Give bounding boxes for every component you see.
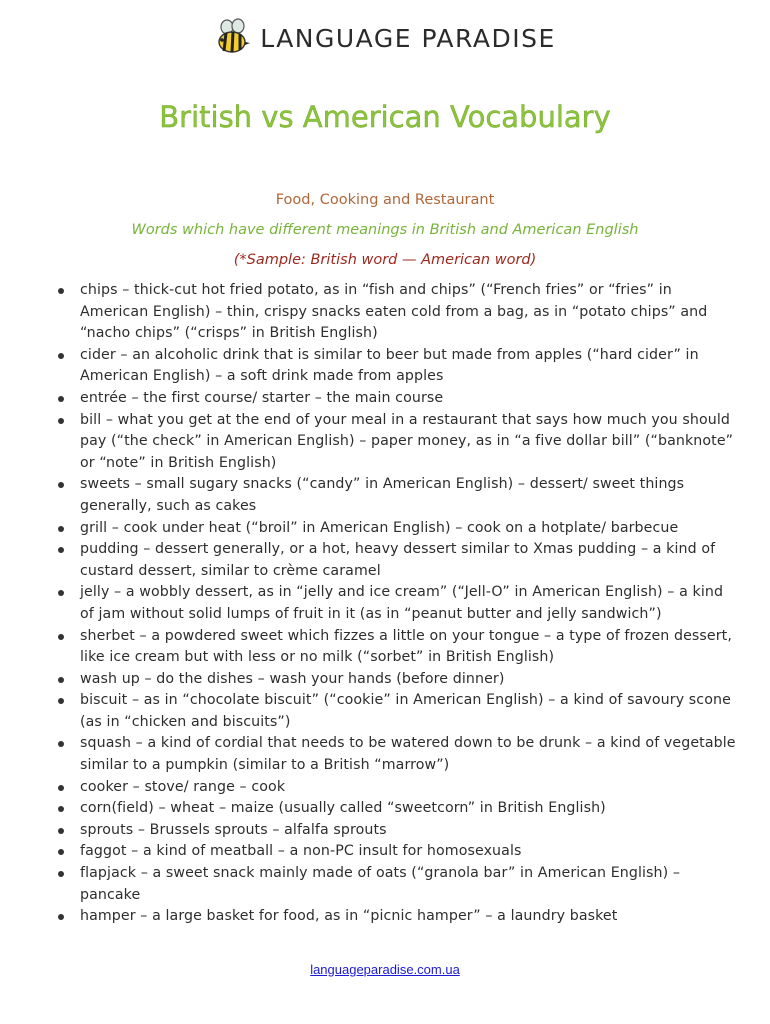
list-item-text: entrée – the first course/ starter – the main course: [80, 389, 444, 406]
list-item-text: flapjack – a sweet snack mainly made of oats (“granola bar” in American English) – pancake: [80, 865, 681, 903]
list-item: [58, 474, 738, 517]
logo: [0, 18, 770, 58]
list-item: [58, 669, 738, 691]
bullet-icon: [58, 871, 64, 877]
list-item: [58, 582, 738, 625]
section-description: Words which have different meanings in British and American English: [131, 222, 639, 238]
section-subtitle: Food, Cooking and Restaurant: [275, 192, 495, 208]
list-item-text: pudding – dessert generally, or a hot, heavy dessert similar to Xmas pudding – a kind of custard dessert, similar to crème caramel: [80, 541, 716, 579]
list-item-text: chips – thick-cut hot fried potato, as in “fish and chips” (“French fries” or “fries” in American English) – thin, crispy snacks eaten cold from a bag, as in “potato chips” and “nacho chips” (“crisps” in British English): [80, 282, 708, 342]
list-item-text: bill – what you get at the end of your meal in a restaurant that says how much you should pay (“the check” in American English) – paper money, as in “a five dollar bill” (“banknote” or “note” in British English): [80, 411, 734, 471]
bullet-icon: [58, 482, 64, 488]
list-item-text: biscuit – as in “chocolate biscuit” (“cookie” in American English) – a kind of savoury scone (as in “chicken and biscuits”): [80, 692, 731, 730]
bullet-icon: [58, 353, 64, 359]
list-item-text: squash – a kind of cordial that needs to be watered down to be drunk – a kind of vegetable similar to a pumpkin (similar to a British “marrow”): [80, 735, 736, 774]
footer: [0, 962, 770, 978]
list-item-text: faggot – a kind of meatball – a non-PC insult for homosexuals: [80, 843, 522, 860]
list-item-text: jelly – a wobbly dessert, as in “jelly and ice cream” (“Jell-O” in American English) – a kind of jam without solid lumps of fruit in it (as in “peanut butter and jelly sandwich”): [80, 584, 724, 622]
list-item-text: grill – cook under heat (“broil” in American English) – cook on a hotplate/ barbecue: [80, 519, 679, 536]
list-item-text: sherbet – a powdered sweet which fizzes a little on your tongue – a type of frozen dessert, like ice cream but with less or no milk (“sorbet” in British English): [80, 627, 732, 666]
bullet-icon: [58, 526, 64, 532]
bullet-icon: [58, 698, 64, 704]
list-item: [58, 518, 738, 540]
bullet-icon: [58, 849, 64, 855]
bee-icon: [214, 18, 254, 58]
list-item: [58, 798, 738, 820]
bullet-icon: [58, 914, 64, 920]
list-item: [58, 626, 738, 669]
list-item: [58, 820, 738, 842]
list-item: [58, 777, 738, 799]
list-item: [58, 539, 738, 582]
bullet-icon: [58, 418, 64, 424]
bullet-icon: [58, 634, 64, 640]
bullet-icon: [58, 396, 64, 402]
bullet-icon: [58, 677, 64, 683]
bullet-icon: [58, 741, 64, 747]
list-item: [58, 345, 738, 388]
bullet-icon: [58, 590, 64, 596]
bullet-icon: [58, 806, 64, 812]
list-item-text: cooker – stove/ range – cook: [80, 778, 286, 795]
vocabulary-list: [58, 280, 738, 928]
list-item-text: hamper – a large basket for food, as in “picnic hamper” – a laundry basket: [80, 908, 618, 925]
list-item-text: sprouts – Brussels sprouts – alfalfa sprouts: [80, 821, 387, 838]
list-item: [58, 410, 738, 475]
list-item: [58, 388, 738, 410]
bullet-icon: [58, 828, 64, 834]
list-item-text: corn(field) – wheat – maize (usually called “sweetcorn” in British English): [80, 800, 606, 817]
list-item: [58, 841, 738, 863]
bullet-icon: [58, 785, 64, 791]
list-item-text: wash up – do the dishes – wash your hands (before dinner): [80, 670, 505, 687]
list-item: [58, 906, 738, 928]
list-item: [58, 863, 738, 906]
page-title: British vs American Vocabulary: [159, 100, 611, 134]
list-item-text: sweets – small sugary snacks (“candy” in American English) – dessert/ sweet things generally, such as cakes: [80, 476, 685, 514]
list-item-text: cider – an alcoholic drink that is similar to beer but made from apples (“hard cider” in American English) – a soft drink made from apples: [80, 346, 699, 385]
logo-text: LANGUAGE PARADISE: [260, 23, 556, 53]
list-item: [58, 690, 738, 733]
footer-website-link[interactable]: languageparadise.com.ua: [310, 962, 460, 977]
bullet-icon: [58, 547, 64, 553]
list-item: [58, 280, 738, 345]
bullet-icon: [58, 288, 64, 294]
sample-note: (*Sample: British word — American word): [233, 252, 537, 268]
list-item: [58, 733, 738, 776]
